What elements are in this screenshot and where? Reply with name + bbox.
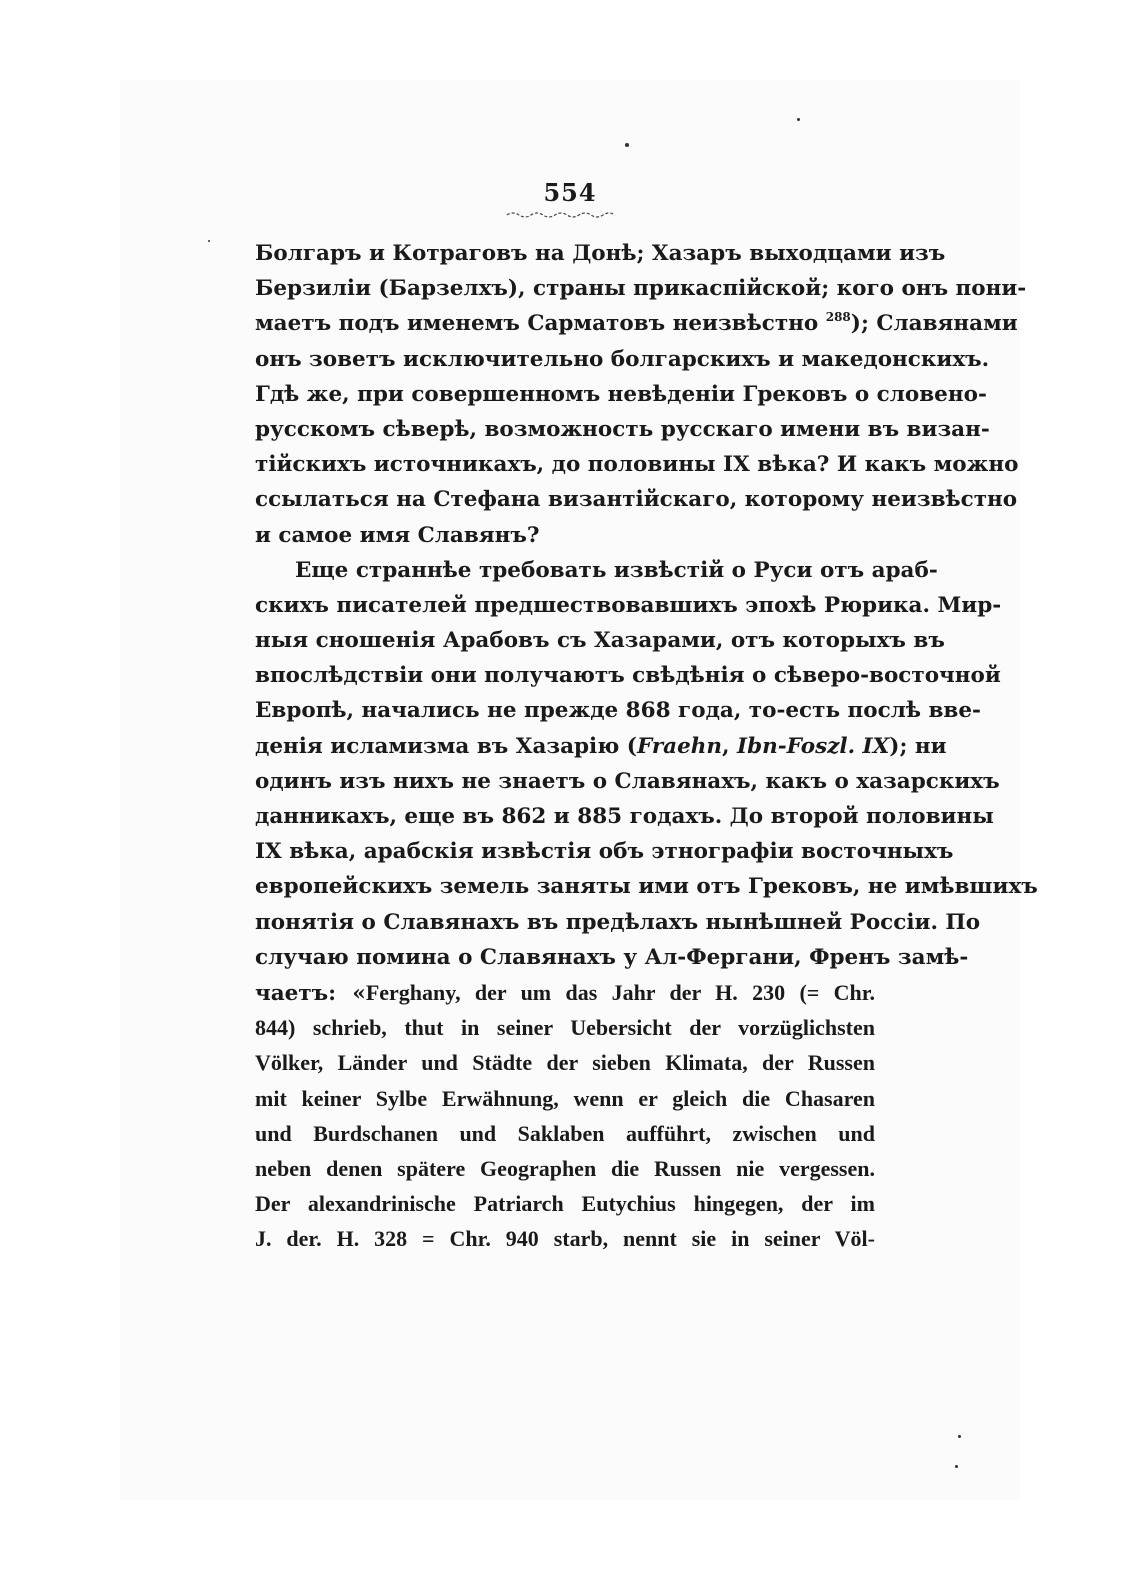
text-fragment: денiя исламизма въ Хазарiю ( xyxy=(255,733,637,759)
quotation-line: mit keiner Sylbe Erwähnung, wenn er gleich die Chasaren xyxy=(255,1085,875,1111)
text-fragment: маетъ подъ именемъ Сарматовъ неизвѣстно xyxy=(255,311,819,337)
text-line: Европѣ, начались не прежде 868 года, то-есть послѣ вве- xyxy=(255,698,981,724)
page-number: 554 xyxy=(543,178,597,207)
scan-speck xyxy=(625,143,629,147)
quotation-line: 844) schrieb, thut in seiner Uebersicht der vorzüglichsten xyxy=(255,1015,875,1041)
scan-speck xyxy=(208,240,210,242)
text-line xyxy=(255,975,875,1010)
text-line: понятiя о Славянахъ въ предѣлахъ нынѣшней Россiи. По xyxy=(255,909,981,935)
text-line: ныя сношенiя Арабовъ съ Хазарами, отъ которыхъ въ xyxy=(255,628,945,654)
text-line: русскомъ сѣверѣ, возможность русскаго имени въ визан- xyxy=(255,416,990,442)
quotation-line: Völker, Länder und Städte der sieben Klimata, der Russen xyxy=(255,1050,875,1076)
text-line: и самое имя Славянъ? xyxy=(255,522,540,548)
header-ornament xyxy=(505,208,625,218)
citation-author: Fraehn xyxy=(636,733,723,759)
text-line: случаю помина о Славянахъ у Ал-Фергани, Френъ замѣ- xyxy=(255,944,969,970)
text-line: европейскихъ земель заняты ими отъ Грековъ, не имѣвшихъ xyxy=(255,874,1038,900)
text-line: онъ зоветъ исключительно болгарскихъ и македонскихъ. xyxy=(255,346,990,372)
text-line: данникахъ, еще въ 862 и 885 годахъ. До второй половины xyxy=(255,804,994,829)
text-line: IX вѣка, арабскiя извѣстiя объ этнографiи восточныхъ xyxy=(255,839,954,865)
text-line: Еще страннѣе требовать извѣстiй о Руси отъ араб- xyxy=(295,557,938,583)
scan-speck xyxy=(955,1465,958,1468)
text-line: впослѣдствiи они получаютъ свѣдѣнiя о сѣверо-восточной xyxy=(255,663,1001,689)
text-line: тiйскихъ источникахъ, до половины IX вѣка? И какъ можно xyxy=(255,452,1019,478)
text-line: Болгаръ и Котраговъ на Донѣ; Хазаръ выходцами изъ xyxy=(255,241,946,266)
scan-speck xyxy=(958,1435,961,1438)
text-line: Берзилiи (Барзелхъ), страны прикаспiйской; кого онъ пони- xyxy=(255,276,1027,302)
paragraph-2 xyxy=(255,553,1038,1257)
scan-speck xyxy=(797,118,800,121)
text-line xyxy=(255,729,947,764)
paragraph-1 xyxy=(255,236,1027,553)
quotation-line: Der alexandrinische Patriarch Eutychius hingegen, der im xyxy=(255,1191,875,1217)
quotation-line: J. der. H. 328 = Chr. 940 starb, nennt sie in seiner Völ- xyxy=(255,1226,875,1252)
quotation-line: und Burdschanen und Saklaben aufführt, zwischen und xyxy=(255,1120,875,1146)
text-fragment: чаетъ: « xyxy=(255,980,366,1006)
text-fragment: ); ни xyxy=(889,733,947,759)
footnote-marker: 288 xyxy=(825,310,851,325)
quotation-text: Ferghany, der um das Jahr der H. 230 (= Chr. xyxy=(365,979,875,1005)
text-line: скихъ писателей предшествовавшихъ эпохѣ Рюрика. Мир- xyxy=(255,592,1002,618)
text-line: одинъ изъ нихъ не знаетъ о Славянахъ, какъ о хазарскихъ xyxy=(255,768,1000,794)
text-line: ссылаться на Стефана византiйскаго, которому неизвѣстно xyxy=(255,487,1018,513)
text-fragment: ); Славянами xyxy=(850,311,1018,337)
text-fragment: , xyxy=(722,733,738,759)
body-text xyxy=(255,236,1038,1256)
quotation-line: neben denen spätere Geographen die Russen nie vergessen. xyxy=(255,1155,875,1181)
text-line xyxy=(255,306,1018,341)
citation-work: Ibn-Foszl. IX xyxy=(737,733,890,759)
text-line: Гдѣ же, при совершенномъ невѣденiи Грековъ о словено- xyxy=(255,381,987,407)
